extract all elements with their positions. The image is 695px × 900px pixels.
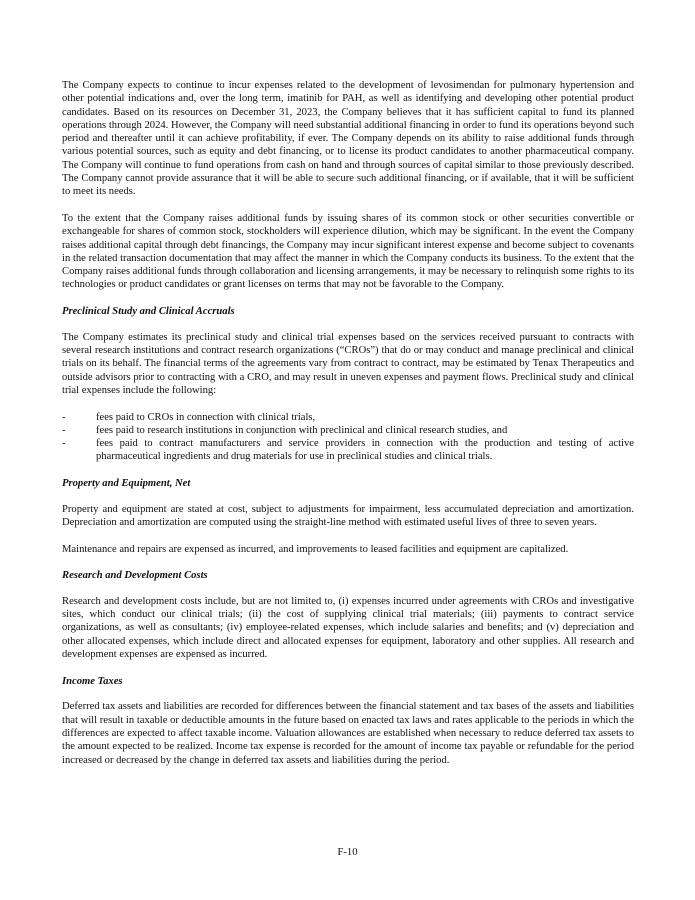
bullet-dash: - (62, 438, 66, 450)
list-item (62, 411, 634, 424)
bullet-text: fees paid to research institutions in conjunction with preclinical and clinical research studies, and (96, 424, 508, 436)
property-body: Property and equipment are stated at cost, subject to adjustments for impairment, less accumulated depreciation and amortization. Depreciation and amortization are computed using the straight-line method with estimated useful lives of three to seven years. (62, 503, 634, 528)
liquidity-paragraph-2: To the extent that the Company raises additional funds by issuing shares of its common stock or other securities convertible or exchangeable for shares of common stock, stockholders will experience dilution, which may be significant. In the event the Company raises additional capital through debt financings, the Company may incur significant interest expense and become subject to covenants in the related transaction documentation that may affect the manner in which the Company conducts its business. To the extent that the Company raises additional funds through collaboration and licensing arrangements, it may be necessary to relinquish some rights to its technologies or product candidates or grant licenses on terms that may not be favorable to the Company. (62, 212, 634, 291)
property-heading: Property and Equipment, Net (62, 478, 191, 489)
income-taxes-heading: Income Taxes (62, 675, 123, 687)
research-heading: Research and Development Costs (62, 570, 208, 582)
bullet-dash: - (62, 411, 66, 423)
list-item (62, 424, 634, 437)
page-number: F-10 (337, 847, 358, 858)
preclinical-heading: Preclinical Study and Clinical Accruals (62, 306, 235, 318)
liquidity-paragraph-1: The Company expects to continue to incur expenses related to the development of levosimendan for pulmonary hypertension and other potential indications and, over the long term, imatinib for PAH, as well as identifying and developing other potential product candidates. Based on its resources on December 31, 2023, the Company believes that it has sufficient capital to fund its planned operations through 2024. However, the Company will need substantial additional financing in order to fund its operations beyond such period and thereafter until it can achieve profitability, if ever. The Company depends on its ability to raise additional funds through various potential sources, such as equity and debt financing, or to license its product candidates to another pharmaceutical company. The Company will continue to fund operations from cash on hand and through sources of capital similar to those previously described. The Company cannot provide assurance that it will be able to secure such additional financing, or if available, that it will be sufficient to meet its needs. (62, 80, 634, 198)
bullet-text: fees paid to contract manufacturers and service providers in connection with the production and testing of active pharmaceutical ingredients and drug materials for use in preclinical studies and clinical trials. (96, 438, 634, 463)
bullet-dash: - (62, 424, 66, 436)
income-taxes-body: Deferred tax assets and liabilities are recorded for differences between the financial statement and tax bases of the assets and liabilities that will result in taxable or deductible amounts in the future based on enacted tax laws and rates applicable to the periods in which the differences are expected to affect taxable income. Valuation allowances are established when necessary to reduce deferred tax assets to the amount expected to be realized. Income tax expense is recorded for the amount of income tax payable or refundable for the period increased or decreased by the change in deferred tax assets and liabilities during the period. (62, 701, 634, 766)
property-body-2: Maintenance and repairs are expensed as incurred, and improvements to leased facilities and equipment are capitalized. (62, 543, 569, 555)
bullet-text: fees paid to CROs in connection with clinical trials, (96, 411, 316, 423)
list-item (62, 437, 634, 464)
research-body: Research and development costs include, but are not limited to, (i) expenses incurred under agreements with CROs and investigative sites, which conduct our clinical trials; (ii) the cost of supplying clinical trial materials; (iii) payments to contract service organizations, as well as consultants; (iv) employee-related expenses, which include salaries and benefits; and (v) depreciation and other allocated expenses, which include direct and allocated expenses for equipment, laboratory and other supplies. All research and development expenses are expensed as incurred. (62, 595, 634, 661)
preclinical-bullet-list (62, 411, 634, 464)
preclinical-body: The Company estimates its preclinical study and clinical trial expenses based on the services received pursuant to contracts with several research institutions and contract research organizations (“CROs”) that do or may conduct and manage preclinical and clinical trials on its behalf. The financial terms of the agreements vary from contract to contract, may be estimated by Tenax Therapeutics and outside advisors prior to contracting with a CRO, and may result in uneven expenses and payment flows. Preclinical study and clinical trial expenses include the following: (62, 331, 634, 396)
